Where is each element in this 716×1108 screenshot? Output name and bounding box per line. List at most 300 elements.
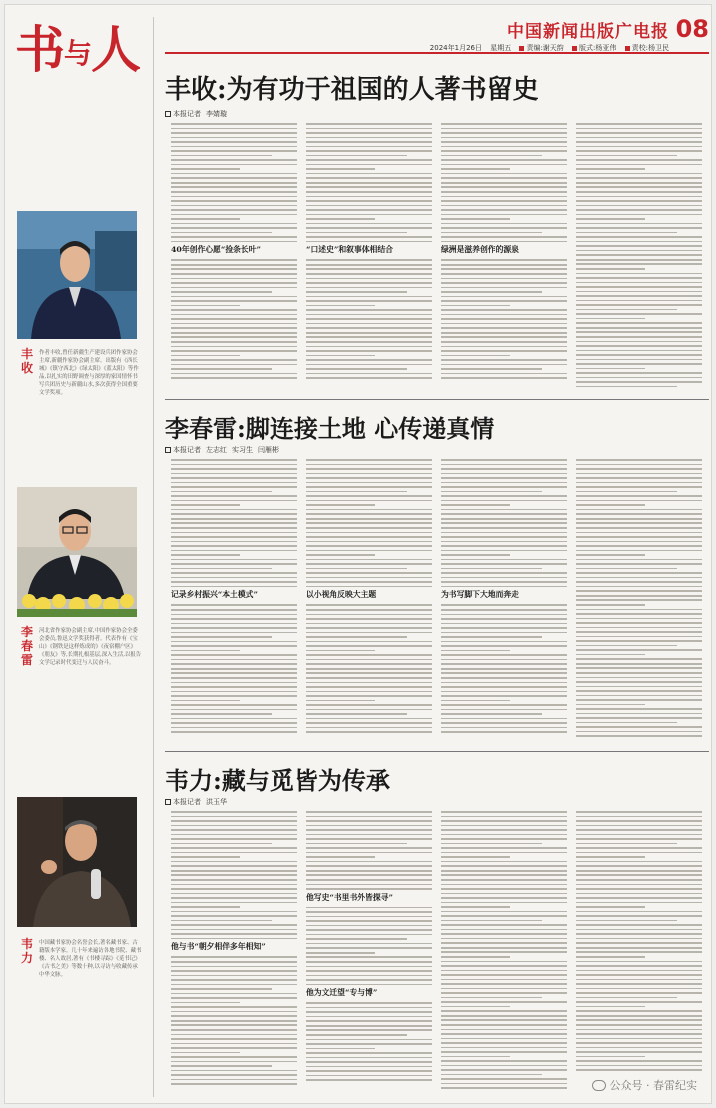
text-line bbox=[171, 984, 297, 986]
text-line bbox=[576, 491, 677, 493]
text-line bbox=[441, 550, 567, 552]
text-line bbox=[306, 727, 432, 729]
text-line bbox=[576, 327, 702, 329]
text-line bbox=[306, 700, 375, 702]
text-line bbox=[306, 713, 407, 715]
text-line bbox=[306, 309, 432, 311]
text-line bbox=[441, 132, 567, 134]
text-line bbox=[171, 979, 297, 981]
text-line bbox=[576, 532, 702, 534]
text-line bbox=[171, 1020, 297, 1022]
text-line bbox=[171, 672, 297, 674]
text-line bbox=[171, 1024, 297, 1026]
text-line bbox=[306, 364, 432, 366]
text-line bbox=[576, 186, 702, 188]
wechat-icon bbox=[592, 1080, 606, 1091]
section-title-char-3: 人 bbox=[91, 20, 140, 79]
text-line bbox=[306, 952, 375, 954]
text-line bbox=[441, 970, 567, 972]
text-line bbox=[306, 865, 432, 867]
article-subhead: 为书写脚下大地而奔走 bbox=[441, 590, 519, 600]
text-line bbox=[441, 650, 510, 652]
text-line bbox=[576, 209, 702, 211]
text-line bbox=[306, 300, 432, 302]
text-line bbox=[576, 554, 645, 556]
text-block bbox=[576, 811, 702, 1071]
byline-role: 实习生 bbox=[232, 446, 253, 454]
text-line bbox=[306, 355, 375, 357]
text-line bbox=[576, 1010, 702, 1012]
text-line bbox=[306, 536, 432, 538]
article-byline bbox=[165, 797, 232, 807]
text-line bbox=[441, 829, 567, 831]
text-line bbox=[441, 718, 567, 720]
text-line bbox=[576, 970, 702, 972]
text-line bbox=[576, 495, 702, 497]
text-line bbox=[441, 1006, 510, 1008]
text-line bbox=[306, 961, 432, 963]
text-line bbox=[171, 200, 297, 202]
text-line bbox=[306, 273, 432, 275]
text-line bbox=[171, 884, 297, 886]
text-line bbox=[576, 1065, 702, 1067]
text-line bbox=[576, 263, 702, 265]
text-line bbox=[171, 1065, 272, 1067]
text-line bbox=[171, 373, 297, 375]
text-line bbox=[171, 1015, 297, 1017]
text-line bbox=[441, 1019, 567, 1021]
text-line bbox=[171, 291, 272, 293]
text-line bbox=[306, 581, 432, 583]
text-line bbox=[306, 164, 432, 166]
text-line bbox=[441, 495, 567, 497]
text-line bbox=[171, 874, 297, 876]
text-line bbox=[306, 200, 432, 202]
text-line bbox=[171, 618, 297, 620]
text-line bbox=[441, 609, 567, 611]
text-line bbox=[306, 287, 432, 289]
text-line bbox=[306, 811, 432, 813]
article-subhead: 绿洲是滋养创作的源泉 bbox=[441, 245, 519, 255]
proof-credit: 责校:杨卫民 bbox=[625, 44, 669, 52]
text-line bbox=[306, 223, 432, 225]
text-line bbox=[306, 874, 432, 876]
text-line bbox=[441, 677, 567, 679]
text-line bbox=[576, 504, 645, 506]
text-line bbox=[171, 650, 240, 652]
text-line bbox=[306, 327, 432, 329]
text-line bbox=[576, 341, 702, 343]
text-line bbox=[306, 1002, 432, 1004]
section-title-char-2: 与 bbox=[64, 37, 91, 70]
text-line bbox=[441, 532, 567, 534]
text-line bbox=[171, 834, 297, 836]
text-line bbox=[441, 128, 567, 130]
text-line bbox=[441, 686, 567, 688]
text-line bbox=[576, 350, 702, 352]
article-column bbox=[306, 811, 432, 1097]
text-block bbox=[441, 459, 567, 587]
text-line bbox=[171, 327, 297, 329]
text-line bbox=[306, 559, 432, 561]
text-line bbox=[576, 527, 702, 529]
text-line bbox=[576, 942, 702, 944]
text-line bbox=[306, 672, 432, 674]
text-block bbox=[306, 259, 432, 378]
text-line bbox=[576, 604, 645, 606]
text-line bbox=[576, 550, 702, 552]
text-line bbox=[576, 386, 677, 388]
article-column bbox=[171, 123, 297, 393]
text-line bbox=[306, 636, 407, 638]
text-line bbox=[306, 513, 432, 515]
text-line bbox=[576, 377, 702, 379]
text-line bbox=[306, 191, 432, 193]
text-line bbox=[171, 663, 297, 665]
text-line bbox=[441, 164, 567, 166]
text-line bbox=[171, 879, 297, 881]
text-line bbox=[576, 205, 702, 207]
text-line bbox=[576, 331, 702, 333]
text-line bbox=[306, 464, 432, 466]
text-line bbox=[171, 888, 297, 890]
text-line bbox=[441, 278, 567, 280]
text-line bbox=[171, 614, 297, 616]
text-line bbox=[171, 659, 297, 661]
text-line bbox=[576, 690, 702, 692]
text-line bbox=[576, 128, 702, 130]
text-line bbox=[441, 577, 567, 579]
bio-name: 韦力 bbox=[20, 937, 33, 965]
text-line bbox=[441, 541, 567, 543]
text-line bbox=[441, 704, 567, 706]
text-line bbox=[441, 979, 567, 981]
text-line bbox=[306, 709, 432, 711]
text-line bbox=[306, 473, 432, 475]
text-line bbox=[576, 268, 645, 270]
text-line bbox=[171, 532, 297, 534]
text-line bbox=[306, 268, 432, 270]
text-line bbox=[441, 682, 567, 684]
text-line bbox=[171, 368, 272, 370]
text-line bbox=[306, 1052, 432, 1054]
text-line bbox=[306, 650, 375, 652]
text-line bbox=[441, 536, 567, 538]
text-line bbox=[171, 938, 297, 940]
text-line bbox=[171, 641, 297, 643]
text-line bbox=[441, 906, 510, 908]
text-line bbox=[171, 336, 297, 338]
text-line bbox=[441, 282, 567, 284]
text-line bbox=[576, 191, 702, 193]
text-line bbox=[576, 825, 702, 827]
text-line bbox=[441, 209, 567, 211]
text-line bbox=[441, 368, 542, 370]
text-line bbox=[441, 838, 567, 840]
text-line bbox=[306, 123, 432, 125]
text-line bbox=[171, 164, 297, 166]
text-line bbox=[576, 686, 702, 688]
text-line bbox=[171, 541, 297, 543]
article-headline: 韦力:藏与觅皆为传承 bbox=[165, 766, 390, 795]
text-line bbox=[171, 713, 272, 715]
text-line bbox=[576, 820, 702, 822]
bio-name: 丰收 bbox=[20, 347, 33, 375]
text-line bbox=[576, 577, 702, 579]
text-line bbox=[171, 1038, 297, 1040]
text-line bbox=[441, 1024, 567, 1026]
text-line bbox=[306, 870, 432, 872]
text-line bbox=[576, 654, 645, 656]
text-line bbox=[171, 459, 297, 461]
text-line bbox=[171, 509, 297, 511]
article-column bbox=[576, 811, 702, 1077]
text-line bbox=[441, 870, 567, 872]
text-line bbox=[576, 318, 645, 320]
text-line bbox=[171, 654, 297, 656]
text-block bbox=[576, 123, 702, 387]
text-block bbox=[171, 604, 297, 732]
text-line bbox=[441, 159, 567, 161]
text-line bbox=[306, 907, 432, 909]
text-line bbox=[441, 1047, 567, 1049]
article-subhead: 他写史“书里书外皆探寻” bbox=[306, 892, 393, 902]
text-line bbox=[441, 1056, 510, 1058]
text-line bbox=[576, 663, 702, 665]
text-line bbox=[306, 722, 432, 724]
article-subhead: 以小视角反映大主题 bbox=[306, 590, 377, 600]
text-line bbox=[576, 731, 702, 733]
text-line bbox=[576, 708, 702, 710]
layout-credit: 版式:杨亚伟 bbox=[572, 44, 616, 52]
text-line bbox=[306, 663, 432, 665]
text-line bbox=[576, 658, 702, 660]
text-line bbox=[441, 123, 567, 125]
text-line bbox=[171, 581, 297, 583]
text-line bbox=[306, 888, 432, 890]
text-line bbox=[171, 1074, 297, 1076]
text-line bbox=[306, 577, 432, 579]
text-line bbox=[171, 1047, 297, 1049]
text-line bbox=[576, 865, 702, 867]
text-line bbox=[441, 232, 542, 234]
text-line bbox=[171, 709, 297, 711]
text-line bbox=[576, 902, 702, 904]
text-line bbox=[576, 464, 702, 466]
text-line bbox=[576, 915, 702, 917]
text-line bbox=[576, 245, 702, 247]
text-line bbox=[441, 323, 567, 325]
byline-prefix: 本报记者 bbox=[173, 798, 201, 806]
text-block bbox=[306, 1002, 432, 1081]
text-line bbox=[306, 128, 432, 130]
text-line bbox=[306, 718, 432, 720]
byline-author: 李婧璇 bbox=[206, 110, 227, 118]
article-subhead: 记录乡村振兴“本土模式” bbox=[171, 590, 258, 600]
text-line bbox=[171, 568, 272, 570]
text-line bbox=[441, 563, 567, 565]
text-line bbox=[441, 264, 567, 266]
text-line bbox=[306, 1057, 432, 1059]
text-line bbox=[171, 350, 297, 352]
text-line bbox=[171, 300, 297, 302]
text-line bbox=[441, 604, 567, 606]
text-line bbox=[441, 911, 567, 913]
text-line bbox=[171, 1083, 297, 1085]
text-line bbox=[306, 820, 432, 822]
text-line bbox=[576, 1051, 702, 1053]
text-line bbox=[306, 259, 432, 261]
text-line bbox=[441, 350, 567, 352]
text-line bbox=[171, 563, 297, 565]
text-line bbox=[576, 477, 702, 479]
text-line bbox=[576, 834, 702, 836]
text-line bbox=[171, 278, 297, 280]
section-divider bbox=[165, 751, 709, 752]
text-line bbox=[576, 1006, 645, 1008]
text-line bbox=[441, 482, 567, 484]
text-line bbox=[441, 1038, 567, 1040]
text-line bbox=[441, 554, 510, 556]
article-column bbox=[576, 123, 702, 393]
text-line bbox=[306, 947, 432, 949]
text-line bbox=[306, 532, 432, 534]
text-line bbox=[576, 870, 702, 872]
text-block bbox=[576, 459, 702, 737]
text-line bbox=[576, 286, 702, 288]
text-line bbox=[306, 668, 432, 670]
text-line bbox=[441, 168, 510, 170]
text-line bbox=[171, 956, 297, 958]
text-line bbox=[441, 1001, 567, 1003]
text-line bbox=[441, 888, 567, 890]
text-block bbox=[441, 811, 567, 1089]
text-line bbox=[306, 641, 432, 643]
text-block bbox=[306, 811, 432, 890]
text-line bbox=[441, 309, 567, 311]
text-line bbox=[441, 636, 542, 638]
text-line bbox=[576, 1056, 645, 1058]
byline-author: 闫雁彬 bbox=[258, 446, 279, 454]
text-line bbox=[306, 296, 432, 298]
text-line bbox=[171, 364, 297, 366]
header-rule bbox=[165, 52, 709, 54]
text-line bbox=[576, 146, 702, 148]
text-line bbox=[171, 929, 297, 931]
text-line bbox=[441, 318, 567, 320]
text-line bbox=[576, 681, 702, 683]
text-line bbox=[576, 273, 702, 275]
text-line bbox=[306, 654, 432, 656]
text-line bbox=[441, 1042, 567, 1044]
text-line bbox=[171, 232, 272, 234]
article-column bbox=[171, 459, 297, 743]
text-line bbox=[441, 695, 567, 697]
text-line bbox=[306, 704, 432, 706]
text-line bbox=[441, 1069, 567, 1071]
text-block bbox=[306, 604, 432, 732]
text-line bbox=[576, 563, 702, 565]
text-line bbox=[576, 509, 702, 511]
bio-text: 作者丰收,曾任新疆生产建设兵团作家协会主席,新疆作家协会副主席。出版有《西长城》《镇守西北》《绿太阳》《蓝太阳》等作品,以扎实的田野调查与深厚的家国情怀书写兵团历史与新疆山水,多次获得全国重要文学奖项。 bbox=[39, 350, 139, 396]
text-line bbox=[441, 1060, 567, 1062]
text-line bbox=[441, 572, 567, 574]
text-line bbox=[306, 1070, 432, 1072]
text-line bbox=[441, 1087, 567, 1089]
text-line bbox=[306, 618, 432, 620]
text-line bbox=[171, 852, 297, 854]
text-line bbox=[171, 811, 297, 813]
text-line bbox=[576, 313, 702, 315]
text-line bbox=[576, 536, 702, 538]
text-line bbox=[576, 500, 702, 502]
text-line bbox=[306, 984, 432, 986]
text-line bbox=[576, 182, 702, 184]
text-line bbox=[171, 682, 297, 684]
text-line bbox=[576, 956, 645, 958]
text-line bbox=[171, 847, 297, 849]
article-column bbox=[441, 811, 567, 1097]
text-line bbox=[576, 1047, 702, 1049]
text-line bbox=[171, 268, 297, 270]
text-line bbox=[171, 627, 297, 629]
text-line bbox=[576, 372, 702, 374]
text-line bbox=[306, 929, 432, 931]
text-line bbox=[441, 915, 567, 917]
text-line bbox=[441, 459, 567, 461]
text-line bbox=[306, 852, 432, 854]
text-line bbox=[171, 572, 297, 574]
text-line bbox=[441, 1029, 567, 1031]
text-line bbox=[171, 495, 297, 497]
text-line bbox=[576, 155, 677, 157]
text-line bbox=[171, 146, 297, 148]
text-line bbox=[441, 731, 567, 733]
text-line bbox=[171, 214, 297, 216]
text-line bbox=[441, 196, 567, 198]
text-line bbox=[441, 146, 567, 148]
text-line bbox=[171, 209, 297, 211]
text-line bbox=[171, 518, 297, 520]
text-line bbox=[576, 924, 702, 926]
text-line bbox=[306, 838, 432, 840]
text-line bbox=[306, 177, 432, 179]
text-line bbox=[171, 704, 297, 706]
bio-weili bbox=[17, 937, 145, 1037]
text-line bbox=[441, 874, 567, 876]
page-number: 08 bbox=[675, 15, 709, 43]
text-line bbox=[171, 196, 297, 198]
text-line bbox=[576, 368, 645, 370]
text-line bbox=[171, 586, 297, 588]
text-line bbox=[306, 522, 432, 524]
text-line bbox=[576, 590, 702, 592]
issue-date: 2024年1月26日 bbox=[429, 44, 482, 52]
text-line bbox=[171, 141, 297, 143]
text-line bbox=[576, 459, 702, 461]
text-line bbox=[171, 513, 297, 515]
text-line bbox=[171, 309, 297, 311]
text-line bbox=[441, 1033, 567, 1035]
text-line bbox=[306, 1011, 432, 1013]
text-line bbox=[441, 336, 567, 338]
text-block bbox=[306, 907, 432, 986]
text-line bbox=[441, 373, 567, 375]
text-line bbox=[306, 686, 432, 688]
text-line bbox=[171, 137, 297, 139]
text-line bbox=[441, 902, 567, 904]
text-line bbox=[576, 1001, 702, 1003]
